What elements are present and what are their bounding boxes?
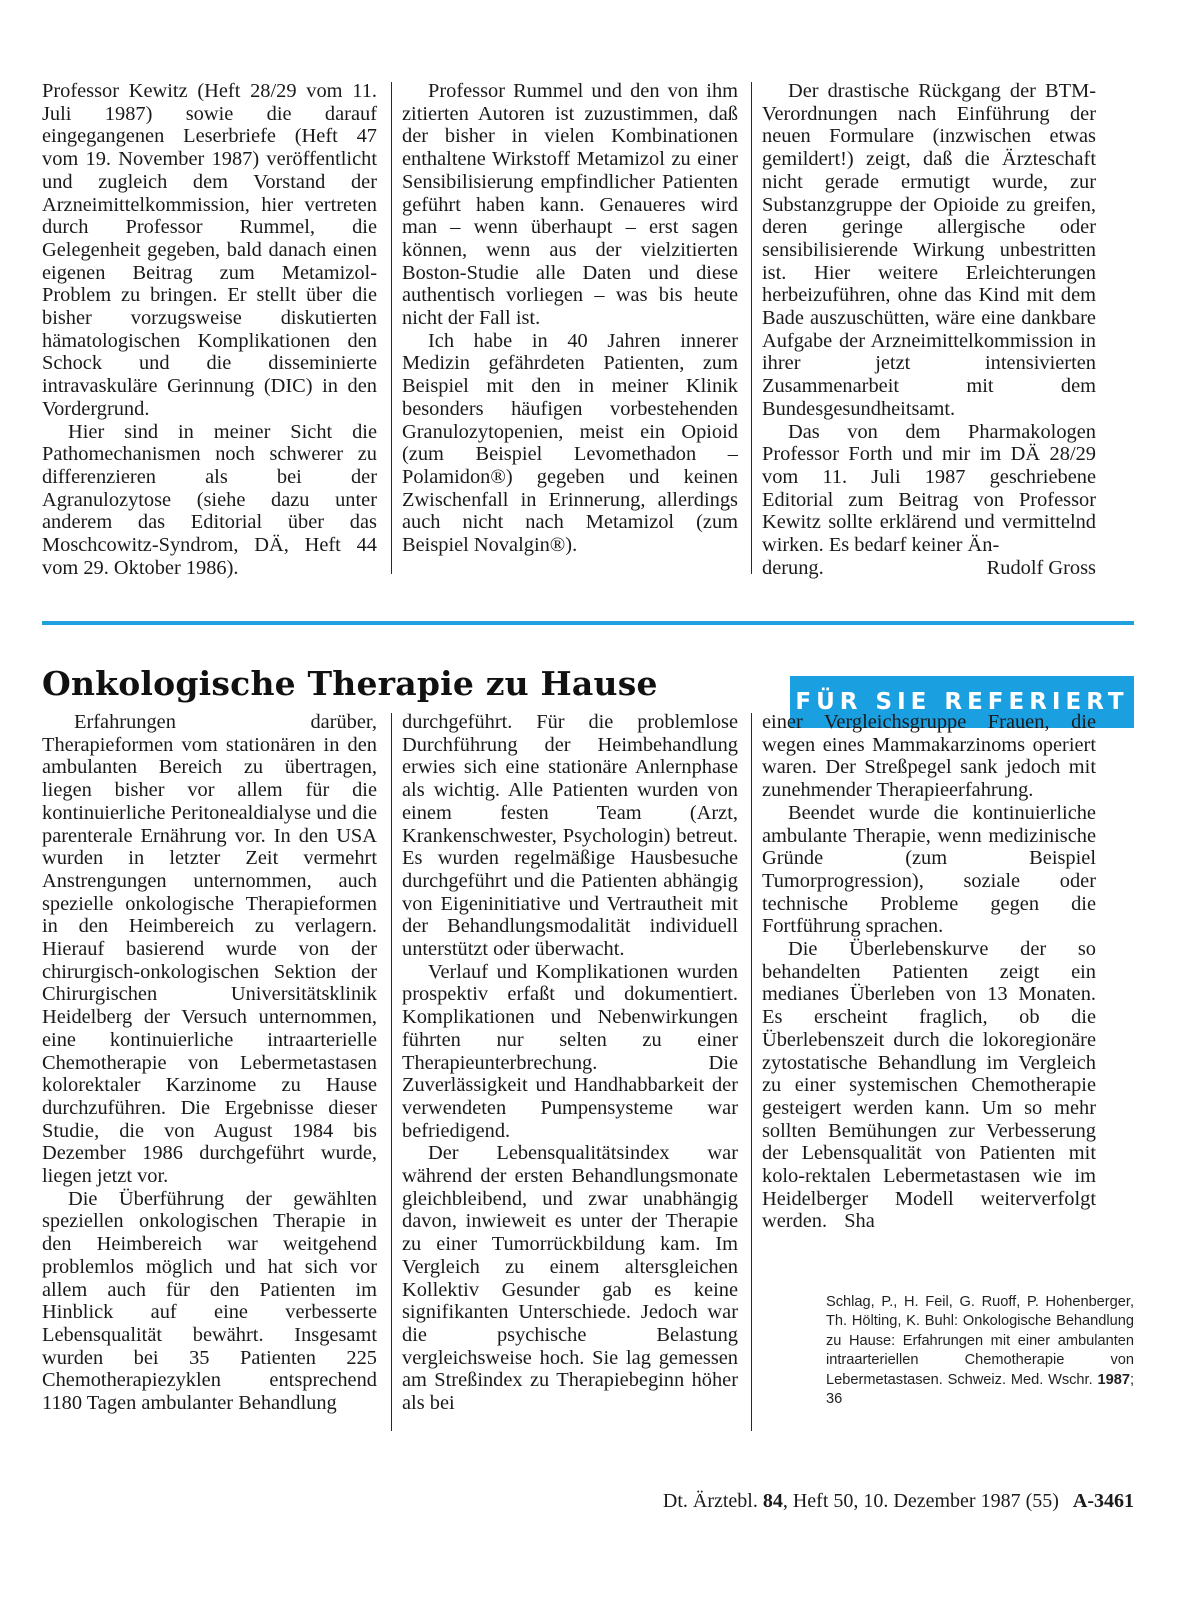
page-footer (663, 1490, 1134, 1513)
footer-journal: Dt. Ärztebl. (662, 1490, 758, 1512)
article-column-1 (42, 711, 377, 1415)
letter-paragraph: Hier sind in meiner Sicht die Pathomechanismen noch schwerer zu differenzieren als bei der Agranulozytose (siehe dazu unter anderem das Editorial über das Moschcowitz-Syndrom, DÄ, Heft 44 vom 29. Oktober 1986). (42, 420, 377, 579)
article-paragraph: Erfahrungen darüber, Therapieformen vom stationären in den ambulanten Bereich zu übertragen, liegen bisher vor allem für die kontinuierliche Peritonealdialyse und die parenterale Ernährung vor. In den USA wurden in letzter Zeit vermehrt Anstrengungen unternommen, auch spezielle onkologische Therapieformen in den Heimbereich zu verlagern. Hierauf basierend wurde von der chirurgisch-onkologischen Sektion der Chirurgischen Universitätsklinik Heidelberg der Versuch unternommen, eine kontinuierliche intraarterielle Chemotherapie von Lebermetastasen kolorektaler Karzinome zu Hause durchzuführen. Die Ergebnisse dieser Studie, die von August 1984 bis Dezember 1986 durchgeführt wurde, liegen jetzt vor. (42, 711, 377, 1188)
column-divider (751, 82, 752, 574)
footer-issue: , Heft 50, 10. Dezember 1987 (55) (782, 1490, 1059, 1512)
reference-suffix: ; 36 (826, 1371, 1135, 1408)
letter-column-2 (402, 80, 738, 557)
letter-paragraph: Der drastische Rückgang der BTM-Verordnungen nach Einführung der neuen Formulare (inzwischen etwas gemildert!) zeigt, daß die Ärzteschaft nicht gerade ermutigt wurde, zur Substanzgruppe der Opioide zu greifen, deren geringe allergische oder sensibilisierende Wirkung unbestritten ist. Hier weitere Erleichterungen herbeizuführen, ohne das Kind mit dem Bade auszuschütten, wäre eine dankbare Aufgabe der Arzneimittelkommission in ihrer jetzt intensivierten Zusammenarbeit mit dem Bundesgesundheitsamt. (762, 80, 1096, 420)
column-divider (391, 713, 392, 1431)
article-paragraph-text: Die Überlebenskurve der so behandelten Patienten zeigt ein medianes Überleben von 13 Monaten. Es erscheint fraglich, ob die Überlebenszeit durch die lokoregionäre zytostatische Behandlung im Vergleich zu einer systemischen Chemotherapie gesteigert werden kann. Um so mehr sollten Bemühungen zur Verbesserung der Lebensqualität von Patienten mit kolo-rektalen Lebermetastasen wie im Heidelberger Modell weiterverfolgt werden. (762, 938, 1096, 1233)
article-paragraph: Die Überführung der gewählten speziellen onkologischen Therapie in den Heimbereich war weitgehend problemlos möglich und hat sich vor allem auch für den Patienten im Hinblick auf eine verbesserte Lebensqualität bewährt. Insgesamt wurden bei 35 Patienten 225 Chemotherapiezyklen entsprechend 1180 Tagen ambulanter Behandlung (42, 1187, 377, 1415)
article-paragraph: Der Lebensqualitätsindex war während der ersten Behandlungsmonate gleichbleibend, und zwar unabhängig davon, inwieweit es unter der Therapie zu einer Tumorrückbildung kam. Im Vergleich zu einem altersgleichen Kollektiv Gesunder gab es keine signifikanten Unterschiede. Jedoch war die psychische Belastung vergleichsweise hoch. Sie lag gemessen am Streßindex zu Therapiebeginn höher als bei (402, 1142, 738, 1415)
letter-column-1 (42, 80, 377, 579)
reference-text: Schlag, P., H. Feil, G. Ruoff, P. Hohenberger, Th. Hölting, K. Buhl: Onkologische Behandlung zu Hause: Erfahrungen mit einer ambulanten intraarteriellen Chemotherapie von Lebermetastasen. Schweiz. Med. Wschr. (826, 1294, 1134, 1388)
letter-column-3 (762, 80, 1096, 579)
letter-signature: Rudolf Gross (986, 556, 1096, 579)
section-badge: FÜR SIE REFERIERT (790, 676, 1134, 728)
article-paragraph: Beendet wurde die kontinuierliche ambulante Therapie, wenn medizinische Gründe (zum Beispiel Tumorprogression), soziale oder technische Probleme gegen die Fortführung sprachen. (762, 801, 1096, 938)
article-paragraph: Verlauf und Komplikationen wurden prospektiv erfaßt und dokumentiert. Komplikationen und Nebenwirkungen führten nur selten zu einer Therapieunterbrechung. Die Zuverlässigkeit und Handhabbarkeit der verwendeten Pumpensysteme war befriedigend. (402, 960, 738, 1142)
article-paragraph (762, 938, 1096, 1233)
article-author: Sha (844, 1210, 875, 1233)
footer-volume: 84 (762, 1490, 783, 1512)
letter-closing-line (762, 557, 1096, 580)
column-divider (751, 713, 752, 1431)
letter-paragraph: Professor Kewitz (Heft 28/29 vom 11. Juli 1987) sowie die darauf eingegangenen Leserbriefe (Heft 47 vom 19. November 1987) veröffentlicht und zugleich dem Vorstand der Arzneimittelkommission, hier vertreten durch Professor Rummel, die Gelegenheit gegeben, bald danach einen eigenen Beitrag zum Metamizol-Problem zu bringen. Er stellt über die bisher vorzugsweise diskutierten hämatologischen Komplikationen den Schock und die disseminierte intravaskuläre Gerinnung (DIC) in den Vordergrund. (42, 80, 377, 420)
letter-paragraph: Das von dem Pharmakologen Professor Forth und mir im DÄ 28/29 vom 11. Juli 1987 geschriebene Editorial zum Beitrag von Professor Kewitz sollte erklärend und vermittelnd wirken. Es bedarf keiner Än- (762, 420, 1096, 557)
article-column-2 (402, 711, 738, 1415)
article-paragraph: durchgeführt. Für die problemlose Durchführung der Heimbehandlung erwies sich eine stationäre Anlernphase als wichtig. Alle Patienten wurden von einem festen Team (Arzt, Krankenschwester, Psychologin) betreut. Es wurden regelmäßige Hausbesuche durchgeführt und die Patienten abhängig von Eigeninitiative und Vertrautheit mit der Behandlungsmodalität individuell unterstützt oder überwacht. (402, 711, 738, 961)
literature-reference (826, 1293, 1134, 1409)
article-column-3 (762, 711, 1096, 1233)
article-title: Onkologische Therapie zu Hause (42, 664, 658, 703)
column-divider (391, 82, 392, 574)
letter-paragraph: Professor Rummel und den von ihm zitierten Autoren ist zuzustimmen, daß der bisher in vielen Kombinationen enthaltene Wirkstoff Metamizol zu einer Sensibilisierung empfindlicher Patienten geführt haben kann. Genaueres wird man – wenn überhaupt – erst sagen können, wenn aus der vielzitierten Boston-Studie alle Daten und diese authentisch vorliegen – was bis heute nicht der Fall ist. (402, 80, 738, 330)
section-separator (42, 621, 1134, 625)
letter-paragraph: Ich habe in 40 Jahren innerer Medizin gefährdeten Patienten, zum Beispiel mit den in meiner Klinik besonders häufigen vorbestehenden Granulozytopenien, meist ein Opioid (zum Beispiel Levomethadon – Polamidon®) gegeben und keinen Zwischenfall in Erinnerung, allerdings auch nicht nach Metamizol (zum Beispiel Novalgin®). (402, 329, 738, 557)
article-paragraph: einer Vergleichsgruppe Frauen, die wegen eines Mammakarzinoms operiert waren. Der Streßpegel sank jedoch mit zunehmender Therapieerfahrung. (762, 711, 1096, 802)
footer-page-number: A-3461 (1072, 1490, 1134, 1512)
letter-last-word: derung. (762, 556, 824, 579)
reference-year: 1987 (1097, 1371, 1130, 1388)
